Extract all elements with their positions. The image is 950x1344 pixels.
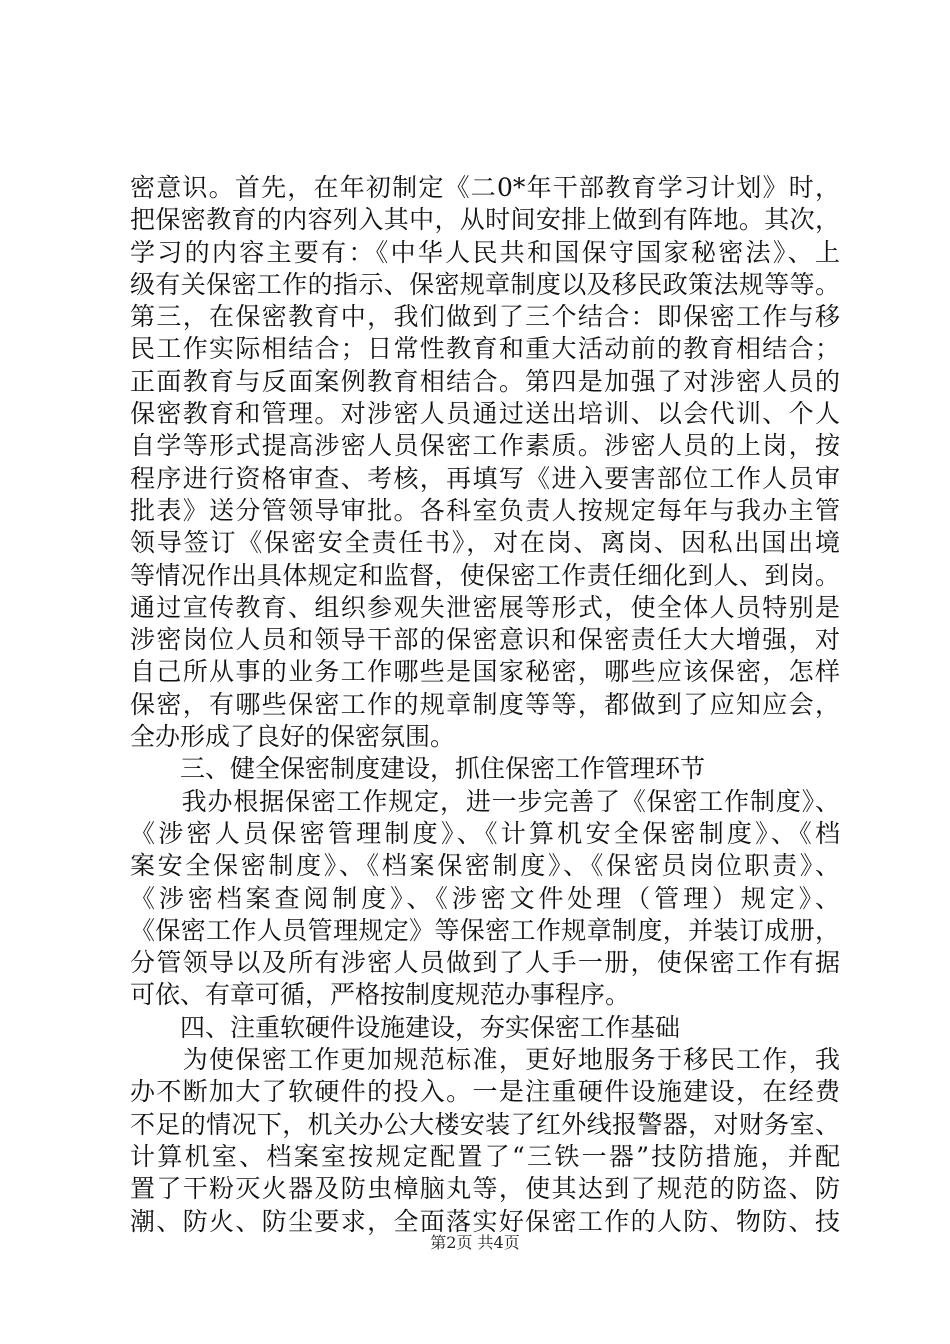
text-line: 学习的内容主要有：《中华人民共和国保守国家秘密法》、上 xyxy=(130,237,840,267)
text-line: 自己所从事的业务工作哪些是国家秘密，哪些应该保密，怎样 xyxy=(130,657,840,687)
text-line: 《涉密人员保密管理制度》、《计算机安全保密制度》、《档 xyxy=(130,818,840,848)
text-line: 密意识。首先，在年初制定《二0*年干部教育学习计划》时， xyxy=(130,173,840,202)
text-line: 不足的情况下，机关办公大楼安装了红外线报警器，对财务室、 xyxy=(130,1109,840,1139)
text-line: 第三，在保密教育中，我们做到了三个结合：即保密工作与移 xyxy=(130,302,840,332)
text-line: 级有关保密工作的指示、保密规章制度以及移民政策法规等等。 xyxy=(130,269,840,299)
text-line: 我办根据保密工作规定，进一步完善了《保密工作制度》、 xyxy=(130,786,840,816)
text-line: 正面教育与反面案例教育相结合。第四是加强了对涉密人员的 xyxy=(130,366,840,396)
text-line: 把保密教育的内容列入其中，从时间安排上做到有阵地。其次， xyxy=(130,205,840,235)
text-line: 案安全保密制度》、《档案保密制度》、《保密员岗位职责》、 xyxy=(130,851,840,881)
document-body xyxy=(130,172,840,1238)
text-line: 《涉密档案查阅制度》、《涉密文件处理（管理）规定》、 xyxy=(130,883,840,913)
text-line: 程序进行资格审查、考核，再填写《进入要害部位工作人员审 xyxy=(130,463,840,493)
text-line: 可依、有章可循，严格按制度规范办事程序。 xyxy=(130,980,631,1010)
text-line: 潮、防火、防尘要求，全面落实好保密工作的人防、物防、技 xyxy=(130,1206,840,1236)
text-line: 领导签订《保密安全责任书》，对在岗、离岗、因私出国出境 xyxy=(130,528,840,558)
text-line: 办不断加大了软硬件的投入。一是注重硬件设施建设，在经费 xyxy=(130,1077,840,1107)
text-line: 为使保密工作更加规范标准，更好地服务于移民工作，我 xyxy=(130,1045,840,1075)
text-line: 民工作实际相结合；日常性教育和重大活动前的教育相结合； xyxy=(130,334,840,364)
text-line: 分管领导以及所有涉密人员做到了人手一册，使保密工作有据 xyxy=(130,948,840,978)
text-line: 涉密岗位人员和领导干部的保密意识和保密责任大大增强，对 xyxy=(130,625,840,655)
text-line: 等情况作出具体规定和监督，使保密工作责任细化到人、到岗。 xyxy=(130,560,840,590)
text-line: 全办形成了良好的保密氛围。 xyxy=(130,722,456,752)
text-line: 批表》送分管领导审批。各科室负责人按规定每年与我办主管 xyxy=(130,495,840,525)
text-line: 通过宣传教育、组织参观失泄密展等形式，使全体人员特别是 xyxy=(130,592,840,622)
text-line: 保密，有哪些保密工作的规章制度等等，都做到了应知应会， xyxy=(130,689,840,719)
text-line: 《保密工作人员管理规定》等保密工作规章制度，并装订成册， xyxy=(130,915,840,945)
text-line: 置了干粉灭火器及防虫樟脑丸等，使其达到了规范的防盗、防 xyxy=(130,1174,840,1204)
text-line: 计算机室、档案室按规定配置了“三铁一器”技防措施，并配 xyxy=(130,1141,840,1171)
text-line: 自学等形式提高涉密人员保密工作素质。涉密人员的上岗，按 xyxy=(130,431,840,461)
text-line: 保密教育和管理。对涉密人员通过送出培训、以会代训、个人 xyxy=(130,399,840,429)
page-footer: 第2页 共4页 xyxy=(430,1233,520,1252)
text-line: 三、健全保密制度建设，抓住保密工作管理环节 xyxy=(130,754,706,784)
text-line: 四、注重软硬件设施建设，夯实保密工作基础 xyxy=(130,1012,681,1042)
